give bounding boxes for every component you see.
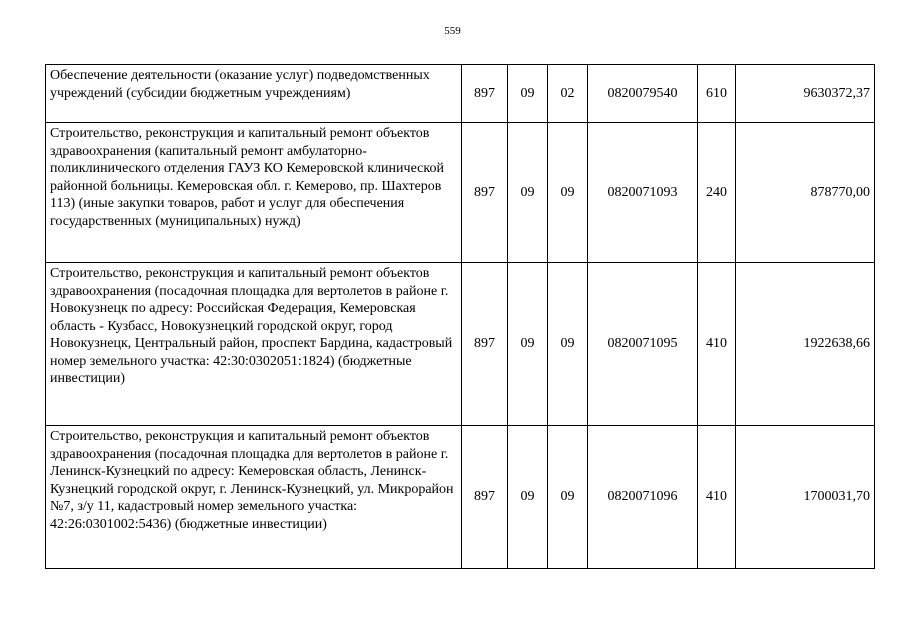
ministry-code: 897 [462,263,508,426]
subsection-code: 02 [548,65,588,123]
expense-type-code: 410 [698,263,736,426]
expense-description: Строительство, реконструкция и капитальный ремонт объектов здравоохранения (капитальный ремонт амбулаторно-поликлинического отделения ГАУЗ КО Кемеровской клинической районной больницы. Кемеровская обл. г. Кемерово, пр. Шахтеров 113) (иные закупки товаров, работ и услуг для обеспечения государственных (муниципальных) нужд) [46,123,462,263]
amount: 1922638,66 [736,263,875,426]
ministry-code: 897 [462,426,508,569]
section-code: 09 [508,123,548,263]
amount: 9630372,37 [736,65,875,123]
table-row [46,426,875,569]
target-article-code: 0820071096 [588,426,698,569]
target-article-code: 0820071093 [588,123,698,263]
expense-description: Строительство, реконструкция и капитальный ремонт объектов здравоохранения (посадочная площадка для вертолетов в районе г. Новокузнецк по адресу: Российская Федерация, Кемеровская область - Кузбасс, Новокузнецкий городской округ, город Новокузнецк, Центральный район, проспект Бардина, кадастровый номер земельного участка: 42:30:0302051:1824) (бюджетные инвестиции) [46,263,462,426]
amount: 878770,00 [736,123,875,263]
expense-description: Обеспечение деятельности (оказание услуг) подведомственных учреждений (субсидии бюджетным учреждениям) [46,65,462,123]
expense-type-code: 240 [698,123,736,263]
table-row [46,123,875,263]
target-article-code: 0820079540 [588,65,698,123]
page-number: 559 [444,25,461,37]
ministry-code: 897 [462,65,508,123]
section-code: 09 [508,65,548,123]
section-code: 09 [508,426,548,569]
ministry-code: 897 [462,123,508,263]
amount: 1700031,70 [736,426,875,569]
subsection-code: 09 [548,263,588,426]
section-code: 09 [508,263,548,426]
subsection-code: 09 [548,123,588,263]
expense-type-code: 410 [698,426,736,569]
target-article-code: 0820071095 [588,263,698,426]
table-row [46,65,875,123]
table-row [46,263,875,426]
subsection-code: 09 [548,426,588,569]
expense-type-code: 610 [698,65,736,123]
expense-description: Строительство, реконструкция и капитальный ремонт объектов здравоохранения (посадочная площадка для вертолетов в районе г. Ленинск-Кузнецкий по адресу: Кемеровская область, Ленинск-Кузнецкий городской округ, г. Ленинск-Кузнецкий, ул. Микрорайон №7, з/у 11, кадастровый номер земельного участка: 42:26:0301002:5436) (бюджетные инвестиции) [46,426,462,569]
budget-table [45,64,875,569]
